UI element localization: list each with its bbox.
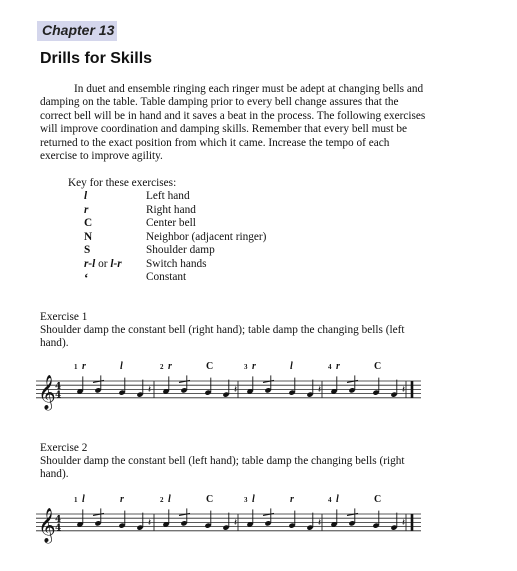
fingering-annotation: r bbox=[336, 361, 340, 372]
key-symbol bbox=[84, 271, 146, 286]
key-symbol: r bbox=[84, 203, 89, 216]
page-title: Drills for Skills bbox=[40, 50, 153, 67]
fingering-annotation: l bbox=[336, 494, 339, 505]
key-row bbox=[84, 217, 266, 231]
fingering-annotation: 3 bbox=[244, 363, 248, 371]
key-row bbox=[84, 271, 266, 286]
time-signature-bottom: 4 bbox=[55, 523, 62, 534]
key-symbol: S bbox=[84, 244, 91, 256]
fingering-annotation: C bbox=[206, 494, 214, 505]
key-symbol-or: or bbox=[95, 257, 111, 270]
intro-line: exercise to improve agility. bbox=[40, 150, 163, 163]
key-symbol-a: r-l bbox=[84, 257, 96, 270]
fingering-annotation: r bbox=[120, 494, 124, 505]
fingering-annotation: 3 bbox=[244, 496, 248, 504]
quarter-rest-icon: 𝄽 bbox=[402, 384, 406, 396]
constant-mark-icon: ‘ bbox=[84, 270, 89, 285]
fingering-annotation: C bbox=[374, 361, 382, 372]
fingering-annotation: r bbox=[168, 361, 172, 372]
exercise-desc-line: Shoulder damp the constant bell (left hand); table damp the changing bells (right bbox=[40, 455, 405, 467]
key-row bbox=[84, 244, 266, 258]
fingering-annotation: l bbox=[290, 361, 293, 372]
intro-line: returned to the exact position from which it came. Increase the tempo of each bbox=[40, 136, 390, 149]
time-signature-top: 4 bbox=[55, 514, 62, 525]
intro-line: correct bell will be in hand and it saves a beat in the process. The following exercises bbox=[40, 109, 426, 122]
key-symbol: C bbox=[84, 217, 93, 229]
quarter-rest-icon: 𝄽 bbox=[318, 384, 322, 396]
fingering-annotation: r bbox=[252, 361, 256, 372]
key-row bbox=[84, 258, 266, 272]
quarter-rest-icon: 𝄽 bbox=[148, 517, 152, 529]
key-symbol: N bbox=[84, 230, 93, 243]
intro-line: damping on the table. Table damping prior to every bell change assures that the bbox=[40, 96, 399, 109]
fingering-annotation: l bbox=[168, 494, 171, 505]
fingering-annotation: 4 bbox=[328, 496, 332, 504]
exercise-1-label: Exercise 1 bbox=[40, 311, 88, 323]
key-table bbox=[84, 190, 266, 286]
quarter-rest-icon: 𝄽 bbox=[234, 384, 238, 396]
time-signature-top: 4 bbox=[55, 381, 62, 392]
treble-clef-icon: 𝄞 bbox=[38, 374, 56, 410]
key-symbol-b: l-r bbox=[110, 257, 122, 270]
exercise-desc-line: hand). bbox=[40, 468, 69, 481]
key-meaning: Constant bbox=[146, 271, 187, 283]
time-signature-bottom: 4 bbox=[55, 390, 62, 401]
key-row bbox=[84, 190, 266, 204]
exercise-2-staff bbox=[36, 490, 426, 550]
intro-line: In duet and ensemble ringing each ringer must be adept at changing bells and bbox=[74, 83, 424, 95]
quarter-rest-icon: 𝄽 bbox=[148, 384, 152, 396]
key-meaning: Right hand bbox=[146, 203, 196, 216]
fingering-annotation: 2 bbox=[160, 496, 164, 504]
fingering-annotation: l bbox=[82, 494, 85, 505]
exercise-desc-line: hand). bbox=[40, 337, 69, 350]
key-symbol: l bbox=[84, 190, 88, 202]
key-meaning: Center bell bbox=[146, 217, 196, 229]
exercise-1-description bbox=[40, 324, 450, 351]
treble-clef-icon: 𝄞 bbox=[38, 507, 56, 543]
fingering-annotation: 1 bbox=[74, 363, 78, 371]
chapter-tab bbox=[37, 21, 117, 41]
exercise-2-label: Exercise 2 bbox=[40, 442, 88, 454]
fingering-annotation: l bbox=[120, 361, 123, 372]
fingering-annotation: 4 bbox=[328, 363, 332, 371]
fingering-annotation: 1 bbox=[74, 496, 78, 504]
quarter-rest-icon: 𝄽 bbox=[234, 517, 238, 529]
exercise-1-staff bbox=[36, 357, 426, 417]
exercise-desc-line: Shoulder damp the constant bell (right hand); table damp the changing bells (left bbox=[40, 324, 405, 336]
key-row bbox=[84, 204, 266, 218]
quarter-rest-icon: 𝄽 bbox=[402, 517, 406, 529]
key-row bbox=[84, 231, 266, 245]
fingering-annotation: r bbox=[82, 361, 86, 372]
key-meaning: Left hand bbox=[146, 190, 190, 202]
key-meaning: Shoulder damp bbox=[146, 244, 215, 256]
fingering-annotation: l bbox=[252, 494, 255, 505]
key-title: Key for these exercises: bbox=[68, 177, 177, 189]
exercise-2-description bbox=[40, 455, 450, 482]
quarter-rest-icon: 𝄽 bbox=[318, 517, 322, 529]
key-meaning: Neighbor (adjacent ringer) bbox=[146, 230, 267, 243]
fingering-annotation: C bbox=[374, 494, 382, 505]
fingering-annotation: r bbox=[290, 494, 294, 505]
key-meaning: Switch hands bbox=[146, 257, 207, 270]
intro-paragraph bbox=[40, 83, 480, 163]
fingering-annotation: 2 bbox=[160, 363, 164, 371]
fingering-annotation: C bbox=[206, 361, 214, 372]
chapter-label: Chapter 13 bbox=[42, 22, 115, 38]
intro-line: will improve coordination and damping skills. Remember that every bell must be bbox=[40, 123, 408, 136]
key-symbol bbox=[84, 258, 146, 272]
